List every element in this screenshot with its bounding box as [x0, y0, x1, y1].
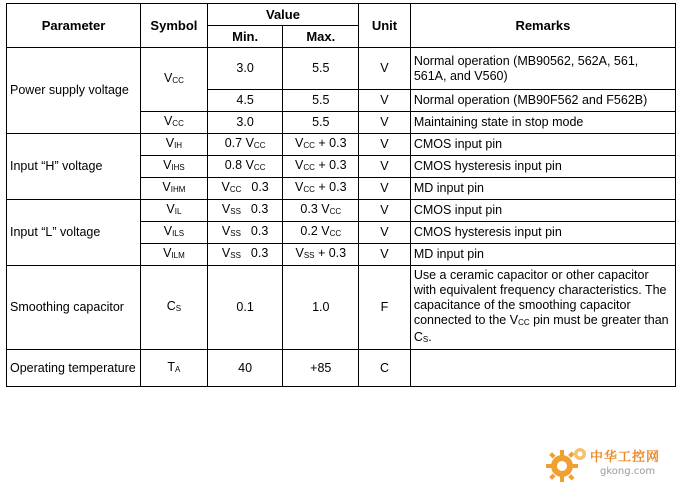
max-value: 5.5	[283, 90, 359, 112]
min-value: $V_{CC}$ 0.3	[207, 178, 283, 200]
min-value: 0.7 $V_{CC}$	[207, 134, 283, 156]
max-value: 0.2 $V_{CC}$	[283, 222, 359, 244]
min-value: $V_{SS}$ 0.3	[207, 222, 283, 244]
remark	[410, 350, 675, 387]
symbol-vil: $V_{IL}$	[141, 200, 208, 222]
header-max: Max.	[283, 26, 359, 48]
unit-value: C	[359, 350, 411, 387]
min-value: 4.5	[207, 90, 283, 112]
min-value: 3.0	[207, 48, 283, 90]
remark: Normal operation (MB90562, 562A, 561, 561A, and V560)	[410, 48, 675, 90]
header-value: Value	[207, 4, 358, 26]
max-value: 5.5	[283, 48, 359, 90]
min-value: 0.8 $V_{CC}$	[207, 156, 283, 178]
symbol-vilm: $V_{ILM}$	[141, 244, 208, 266]
max-value: 0.3 $V_{CC}$	[283, 200, 359, 222]
table-row	[7, 350, 676, 387]
param-operating-temperature: Operating temperature	[7, 350, 141, 387]
header-remarks: Remarks	[410, 4, 675, 48]
unit-value: V	[359, 200, 411, 222]
remark: MD input pin	[410, 178, 675, 200]
remark: CMOS hysteresis input pin	[410, 156, 675, 178]
unit-value: V	[359, 244, 411, 266]
remark: MD input pin	[410, 244, 675, 266]
remark: CMOS hysteresis input pin	[410, 222, 675, 244]
symbol-vih: $V_{IH}$	[141, 134, 208, 156]
unit-value: V	[359, 134, 411, 156]
min-value: 40	[207, 350, 283, 387]
table-row	[7, 48, 676, 90]
header-min: Min.	[207, 26, 283, 48]
unit-value: V	[359, 90, 411, 112]
header-symbol: Symbol	[141, 4, 208, 48]
symbol-vihm: $V_{IHM}$	[141, 178, 208, 200]
param-input-h-voltage: Input “H” voltage	[7, 134, 141, 200]
table-row	[7, 134, 676, 156]
symbol-vcc: $V_{CC}$	[141, 48, 208, 112]
unit-value: V	[359, 222, 411, 244]
param-smoothing-capacitor: Smoothing capacitor	[7, 266, 141, 350]
max-value: 1.0	[283, 266, 359, 350]
symbol-ta: $T_A$	[141, 350, 208, 387]
unit-value: V	[359, 178, 411, 200]
unit-value: V	[359, 112, 411, 134]
recommended-operating-conditions-table	[6, 3, 676, 387]
remark: Maintaining state in stop mode	[410, 112, 675, 134]
symbol-vcc: $V_{CC}$	[141, 112, 208, 134]
max-value: $V_{CC} + 0.3$	[283, 134, 359, 156]
max-value: $V_{SS} + 0.3$	[283, 244, 359, 266]
param-input-l-voltage: Input “L” voltage	[7, 200, 141, 266]
watermark-site: gkong.com	[600, 466, 656, 477]
symbol-vihs: $V_{IHS}$	[141, 156, 208, 178]
max-value: $V_{CC} + 0.3$	[283, 178, 359, 200]
symbol-cs: $C_S$	[141, 266, 208, 350]
header-unit: Unit	[359, 4, 411, 48]
min-value: $V_{SS}$ 0.3	[207, 200, 283, 222]
unit-value: F	[359, 266, 411, 350]
table-row	[7, 266, 676, 350]
unit-value: V	[359, 48, 411, 90]
watermark	[542, 442, 670, 492]
unit-value: V	[359, 156, 411, 178]
watermark-text: 中华工控网	[590, 450, 661, 465]
table-row	[7, 200, 676, 222]
min-value: $V_{SS}$ 0.3	[207, 244, 283, 266]
param-power-supply-voltage: Power supply voltage	[7, 48, 141, 134]
gear-icon	[542, 442, 590, 490]
table-header-row	[7, 4, 676, 26]
remark: CMOS input pin	[410, 134, 675, 156]
max-value: 5.5	[283, 112, 359, 134]
header-parameter: Parameter	[7, 4, 141, 48]
min-value: 3.0	[207, 112, 283, 134]
max-value: +85	[283, 350, 359, 387]
remark: CMOS input pin	[410, 200, 675, 222]
symbol-vils: $V_{ILS}$	[141, 222, 208, 244]
remark: Use a ceramic capacitor or other capacitor with equivalent frequency characteristics. The capacitance of the smoothing capacitor connected to the $V_{CC}$ pin must be greater than $C_S$.	[410, 266, 675, 350]
min-value: 0.1	[207, 266, 283, 350]
max-value: $V_{CC} + 0.3$	[283, 156, 359, 178]
remark: Normal operation (MB90F562 and F562B)	[410, 90, 675, 112]
